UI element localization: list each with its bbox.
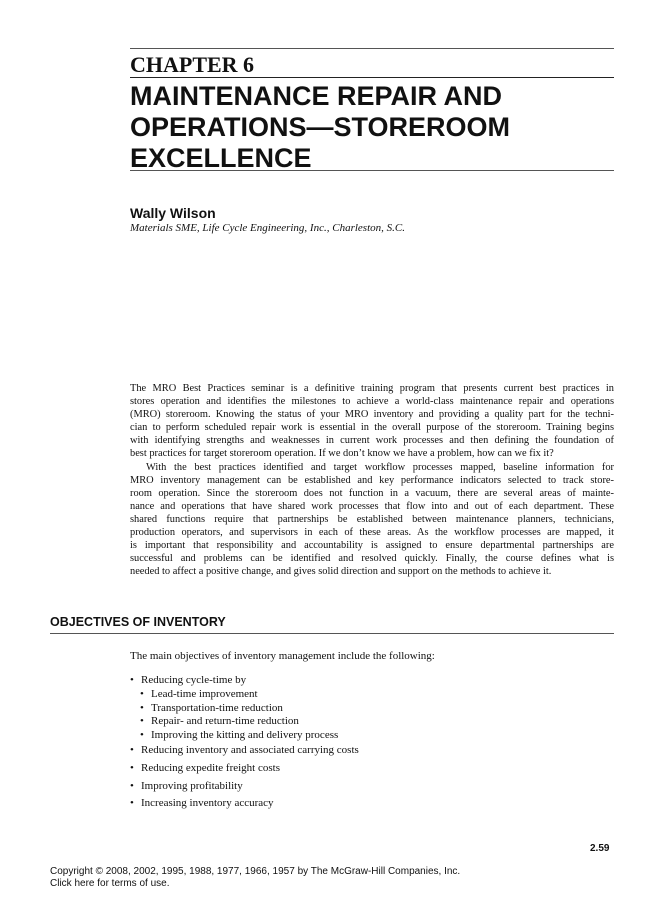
list-item-text: Reducing cycle-time by	[141, 674, 247, 686]
text-line: The MRO Best Practices seminar is a definitive training program that presents current best practices in	[130, 383, 614, 394]
list-item	[130, 780, 243, 792]
list-item-text: Repair- and return-time reduction	[151, 715, 299, 727]
chapter-top-rule	[130, 48, 614, 49]
bullet-icon: •	[130, 674, 134, 686]
chapter-title-line: EXCELLENCE	[130, 143, 312, 173]
text-line: (MRO) storeroom. Knowing the status of your MRO inventory and providing a quality part for the techni-	[130, 409, 614, 421]
text-line: nance and operations that have shared work processes that flow into and out of each department. These	[130, 500, 614, 512]
copyright-notice: Copyright © 2008, 2002, 1995, 1988, 1977, 1966, 1957 by The McGraw-Hill Companies, Inc.	[50, 866, 461, 877]
text-line: needed to affect a positive change, and gives solid direction and support on the methods to achieve it.	[130, 566, 552, 578]
list-item	[130, 744, 359, 756]
section-heading: OBJECTIVES OF INVENTORY	[50, 615, 226, 629]
bullet-icon: •	[130, 762, 134, 774]
text-line: room operation. Since the storeroom does not function in a vacuum, there are several areas of mainte-	[130, 487, 614, 499]
bullet-icon: •	[140, 688, 144, 700]
bullet-icon: •	[130, 780, 134, 792]
chapter-label: CHAPTER 6	[130, 52, 255, 77]
objectives-intro: The main objectives of inventory management include the following:	[130, 650, 435, 662]
text-line: with identifying strengths and weaknesses in current work processes and then defining the foundation of	[130, 435, 614, 447]
text-line: successful and problems can be identified and resolved quickly. Finally, the course defines what is	[130, 553, 614, 565]
list-item	[140, 688, 258, 700]
bullet-icon: •	[130, 744, 134, 756]
list-item-text: Lead-time improvement	[151, 688, 258, 700]
text-line: shared functions require that partnerships be established between maintenance planners, technicians,	[130, 513, 614, 525]
bullet-icon: •	[130, 797, 134, 809]
list-item	[140, 729, 338, 741]
bullet-icon: •	[140, 701, 144, 714]
list-item	[140, 715, 299, 727]
intro-paragraph-2	[130, 461, 614, 579]
list-item	[130, 797, 274, 809]
list-item-text: Transportation-time reduction	[151, 701, 283, 714]
list-item-text: Reducing expedite freight costs	[141, 762, 280, 774]
text-line: production operators, and supervisors in each of these areas. As the workflow processes are mapped, it	[130, 527, 614, 539]
list-item-text: Increasing inventory accuracy	[141, 797, 274, 809]
text-line: is important that responsibility and accountability is assigned to ensure departmental partnerships are	[130, 540, 614, 552]
page-number: 2.59	[590, 843, 610, 854]
chapter-title-line: MAINTENANCE REPAIR AND	[130, 81, 503, 111]
bullet-icon: •	[140, 728, 144, 741]
list-item	[140, 702, 283, 714]
text-line: MRO inventory management can be established and key performance indicators selected to track store-	[130, 474, 614, 486]
list-item	[130, 674, 246, 686]
chapter-title-line: OPERATIONS—STOREROOM	[130, 112, 511, 142]
text-line: With the best practices identified and target workflow processes mapped, baseline information for	[146, 461, 614, 473]
author-affiliation: Materials SME, Life Cycle Engineering, Inc., Charleston, S.C.	[130, 222, 405, 234]
list-item-text: Reducing inventory and associated carrying costs	[141, 744, 359, 756]
text-line: cian to perform scheduled repair work is essential in the overall purpose of the storeroom. Training begins	[130, 422, 614, 434]
section-heading-rule	[50, 633, 614, 634]
terms-of-use-link[interactable]: Click here for terms of use.	[50, 878, 170, 889]
list-item	[130, 762, 280, 774]
bullet-icon: •	[140, 715, 144, 727]
text-line: best practices for target storeroom operation. If we don’t know we have a problem, how can we fix it?	[130, 448, 554, 460]
chapter-title	[130, 81, 630, 174]
list-item-text: Improving the kitting and delivery process	[151, 728, 339, 741]
author-name: Wally Wilson	[130, 205, 216, 221]
list-item-text: Improving profitability	[141, 780, 243, 792]
text-line: stores operation and identifies the milestones to achieve a world-class maintenance repair and operations	[130, 396, 614, 408]
intro-paragraph-1	[130, 382, 614, 461]
